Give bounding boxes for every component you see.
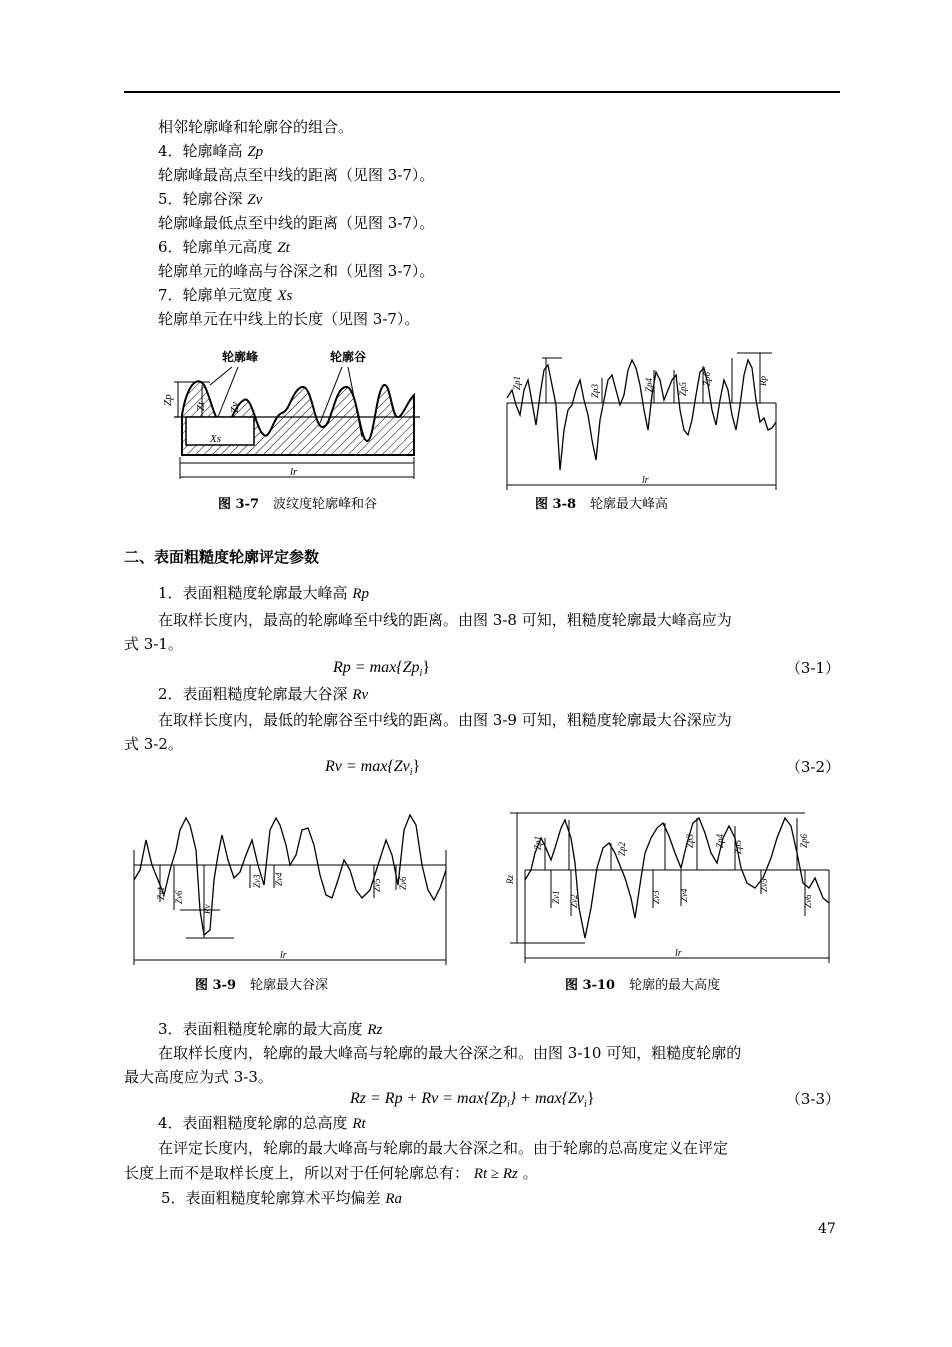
label-zv6: Zv6 bbox=[803, 894, 813, 908]
figure-3-8 bbox=[502, 350, 782, 495]
label-zv6b: Zv6 bbox=[398, 876, 408, 890]
text-line: 相邻轮廓峰和轮廓谷的组合。 bbox=[158, 118, 354, 136]
label-valley: 轮廓谷 bbox=[330, 350, 367, 364]
label-zp1: Zp1 bbox=[533, 835, 543, 850]
label-lr: lr bbox=[290, 466, 298, 478]
label-zp3: Zp3 bbox=[685, 833, 695, 848]
figure-3-10 bbox=[505, 808, 835, 968]
caption-figure-3-7: 图 3-7 波纹度轮廓峰和谷 bbox=[218, 497, 378, 512]
label-zv4: Zv4 bbox=[679, 888, 689, 902]
text-line: 轮廓峰最高点至中线的距离（见图 3-7）。 bbox=[158, 166, 435, 184]
page-number: 47 bbox=[818, 1221, 836, 1237]
label-zv: Zv bbox=[229, 402, 241, 413]
label-zp4: Zp4 bbox=[715, 833, 725, 848]
subsection-heading-5: 5．表面粗糙度轮廓算术平均偏差 Ra bbox=[161, 1189, 402, 1207]
label-zv5: Zv5 bbox=[372, 878, 382, 892]
subsection-heading-4: 4．表面粗糙度轮廓的总高度 Rt bbox=[158, 1114, 366, 1132]
label-lr: lr bbox=[280, 950, 287, 961]
label-zv1: Zv1 bbox=[156, 886, 166, 900]
item-heading-7: 7．轮廓单元宽度 Xs bbox=[158, 286, 293, 304]
label-rv: Rv bbox=[202, 904, 212, 914]
item-heading-4: 4．轮廓峰高 Zp bbox=[158, 142, 264, 160]
label-zp4: Zp4 bbox=[644, 377, 654, 392]
equation-number: （3-1） bbox=[785, 659, 840, 677]
label-zv2: Zv2 bbox=[569, 894, 579, 908]
paragraph-line: 在取样长度内，最低的轮廓谷至中线的距离。由图 3-9 可知，粗糙度轮廓最大谷深应为 bbox=[158, 711, 732, 729]
label-zp1: Zp1 bbox=[512, 375, 522, 390]
section-heading: 二、表面粗糙度轮廓评定参数 bbox=[124, 548, 320, 566]
paragraph-line: 在评定长度内，轮廓的最大峰高与轮廓的最大谷深之和。由于轮廓的总高度定义在评定 bbox=[158, 1139, 729, 1157]
caption-figure-3-9: 图 3-9 轮廓最大谷深 bbox=[195, 978, 329, 993]
paragraph-line: 长度上而不是取样长度上，所以对于任何轮廓总有： Rt ≥ Rz 。 bbox=[124, 1164, 538, 1182]
subsection-heading-3: 3．表面粗糙度轮廓的最大高度 Rz bbox=[158, 1020, 383, 1038]
label-zp6: Zp6 bbox=[799, 833, 809, 848]
subsection-heading-2: 2．表面粗糙度轮廓最大谷深 Rv bbox=[158, 685, 369, 703]
label-xs: Xs bbox=[210, 433, 221, 445]
label-zp2: Zp2 bbox=[617, 841, 627, 856]
paragraph-line: 式 3-1。 bbox=[124, 635, 183, 653]
paragraph-line: 最大高度应为式 3-3。 bbox=[124, 1068, 273, 1086]
paragraph-line: 在取样长度内，轮廓的最大峰高与轮廓的最大谷深之和。由图 3-10 可知，粗糙度轮廓的 bbox=[158, 1044, 742, 1062]
text-line: 轮廓峰最低点至中线的距离（见图 3-7）。 bbox=[158, 214, 435, 232]
label-zv3: Zv3 bbox=[252, 874, 262, 888]
label-lr: lr bbox=[642, 475, 649, 486]
label-zv6: Zv6 bbox=[174, 890, 184, 904]
item-heading-5: 5．轮廓谷深 Zv bbox=[158, 190, 263, 208]
subsection-heading-1: 1．表面粗糙度轮廓最大峰高 Rp bbox=[158, 584, 369, 602]
equation-number: （3-2） bbox=[785, 758, 840, 776]
label-zv3: Zv3 bbox=[651, 890, 661, 904]
figure-3-7 bbox=[152, 345, 427, 490]
label-zt: Zt bbox=[195, 401, 207, 411]
caption-figure-3-8: 图 3-8 轮廓最大峰高 bbox=[535, 497, 669, 512]
item-heading-6: 6．轮廓单元高度 Zt bbox=[158, 238, 290, 256]
equation-number: （3-3） bbox=[785, 1090, 840, 1108]
paragraph-line: 在取样长度内，最高的轮廓峰至中线的距离。由图 3-8 可知，粗糙度轮廓最大峰高应为 bbox=[158, 611, 732, 629]
label-zv1: Zv1 bbox=[551, 890, 561, 904]
label-zp5: Zp5 bbox=[678, 381, 688, 396]
text-line: 轮廓单元的峰高与谷深之和（见图 3-7）。 bbox=[158, 262, 435, 280]
label-zp3: Zp3 bbox=[590, 383, 600, 398]
label-zv4: Zv4 bbox=[274, 872, 284, 886]
label-zp: Zp bbox=[162, 394, 174, 406]
equation-3-3: $Rz = Rp + Rv = \max\{Zp_i\} + \max\{Zv_i\}$ bbox=[350, 1090, 595, 1111]
label-lr: lr bbox=[675, 948, 682, 959]
label-zp6: Zp6 bbox=[702, 371, 712, 386]
label-zp5: Zp5 bbox=[733, 839, 743, 854]
paragraph-line: 式 3-2。 bbox=[124, 735, 183, 753]
label-rp: Rp bbox=[758, 376, 768, 386]
figure-3-9 bbox=[130, 810, 448, 970]
caption-figure-3-10: 图 3-10 轮廓的最大高度 bbox=[565, 978, 721, 993]
label-rz: Rz bbox=[505, 875, 515, 884]
text-line: 轮廓单元在中线上的长度（见图 3-7）。 bbox=[158, 310, 420, 328]
equation-3-1: $Rp = \max\{Zp_i\}$ bbox=[333, 659, 430, 680]
label-zv5: Zv5 bbox=[759, 878, 769, 892]
equation-3-2: $Rv = \max\{Zv_i\}$ bbox=[325, 758, 421, 779]
label-peak: 轮廓峰 bbox=[222, 350, 259, 364]
header-rule bbox=[124, 91, 840, 93]
